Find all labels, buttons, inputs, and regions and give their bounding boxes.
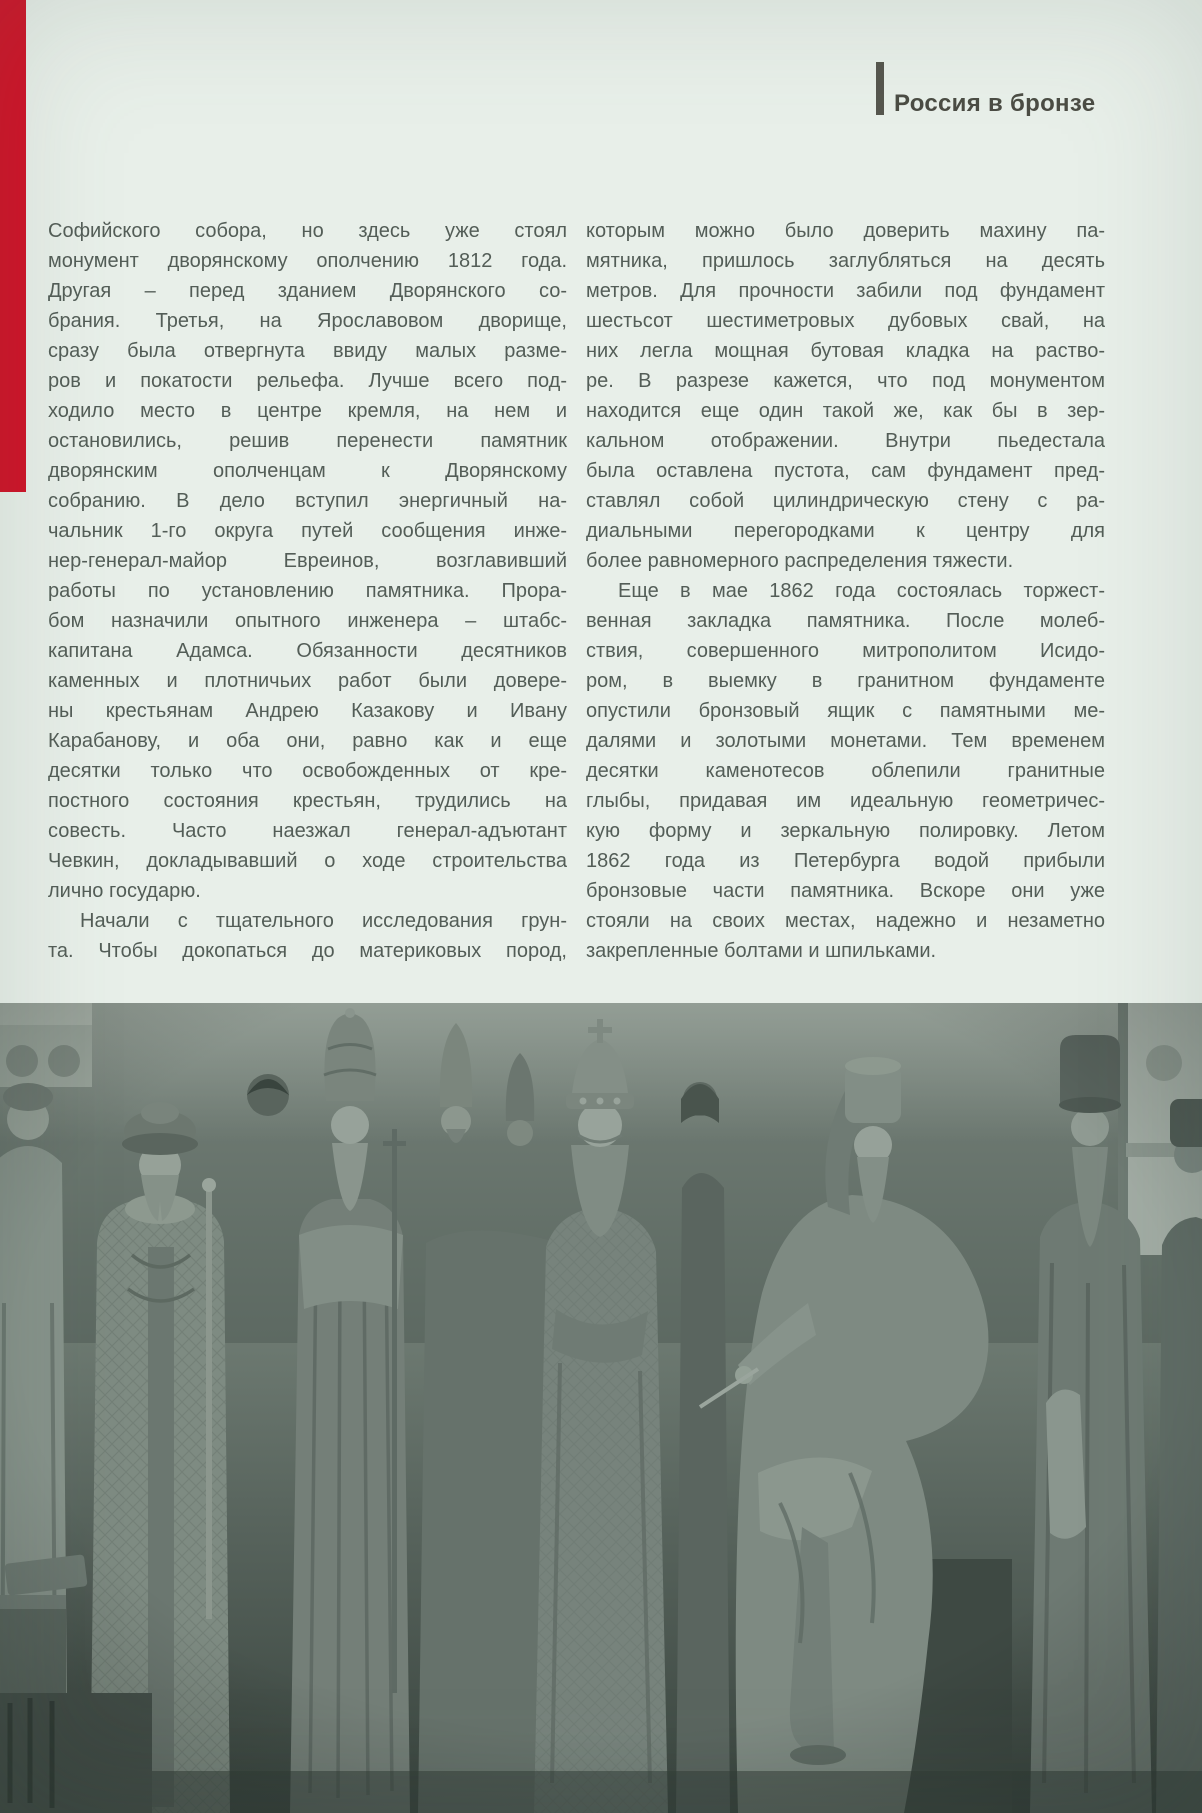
text-line: кальном отображении. Внутри пьедестала [586,430,1105,452]
text-line: кую форму и зеркальную полировку. Летом [586,820,1105,842]
bronze-relief-photo [0,1003,1202,1813]
text-line: ны крестьянам Андрею Казакову и Ивану [48,700,567,722]
text-line: которым можно было доверить махину па- [586,220,1105,242]
text-line: далями и золотыми монетами. Тем временем [586,730,1105,752]
text-line: чальник 1-го округа путей сообщения инже- [48,520,567,542]
text-line: закрепленные болтами и шпильками. [586,940,937,962]
text-line: 1862 года из Петербурга водой прибыли [586,850,1105,872]
text-line: совесть. Часто наезжал генерал-адъютант [48,820,567,842]
text-line: та. Чтобы докопаться до материковых пород, [48,940,567,962]
text-line: десятки каменотесов облепили гранитные [586,760,1105,782]
text-line: постного состояния крестьян, трудились на [48,790,567,812]
text-line: венная закладка памятника. После молеб- [586,610,1105,632]
text-line: диальными перегородками к центру для [586,520,1105,542]
text-line: шестьсот шестиметровых дубовых свай, на [586,310,1105,332]
text-line: ре. В разрезе кажется, что под монументом [586,370,1105,392]
text-line: нер-генерал-майор Евреинов, возглавивший [48,550,567,572]
text-line: десятки только что освобожденных от кре- [48,760,567,782]
text-line: капитана Адамса. Обязанности десятников [48,640,567,662]
text-line: Карабанову, и оба они, равно как и еще [48,730,567,752]
header-rule-icon [876,62,884,115]
text-line: находится еще один такой же, как бы в зер- [586,400,1105,422]
text-line: остановились, решив перенести памятник [48,430,567,452]
text-line: ставлял собой цилиндрическую стену с ра- [586,490,1105,512]
text-line: ствия, совершенного митрополитом Исидо- [586,640,1105,662]
text-line: глыбы, придавая им идеальную геометричес- [586,790,1105,812]
text-line: дворянским ополченцам к Дворянскому [48,460,567,482]
article-body [48,216,1105,966]
section-title: Россия в бронзе [894,90,1096,117]
text-line: ров и покатости рельефа. Лучше всего под- [48,370,567,392]
text-line: бом назначили опытного инженера – штабс- [48,610,567,632]
text-line: Софийского собора, но здесь уже стоял [48,220,567,242]
left-column [48,216,567,966]
text-line: работы по установлению памятника. Прора- [48,580,567,602]
text-line: ходило место в центре кремля, на нем и [48,400,567,422]
text-line: брания. Третья, на Ярославовом дворище, [48,310,567,332]
text-line: метров. Для прочности забили под фундамент [586,280,1105,302]
text-line: сразу была отвергнута ввиду малых разме- [48,340,567,362]
bronze-relief-illustration [0,1003,1202,1813]
text-line: Другая – перед зданием Дворянского со- [48,280,567,302]
text-line: более равномерного распределения тяжести. [586,550,1014,572]
text-line: опустили бронзовый ящик с памятными ме- [586,700,1105,722]
text-line: была оставлена пустота, сам фундамент пред- [586,460,1105,482]
right-column [586,216,1105,966]
text-line: бронзовые части памятника. Вскоре они уже [586,880,1105,902]
text-line: лично государю. [48,880,201,902]
text-line: ром, в выемку в гранитном фундаменте [586,670,1105,692]
text-line: собранию. В дело вступил энергичный на- [48,490,567,512]
section-color-tab [0,0,26,492]
page-header [876,62,1095,115]
text-line: Еще в мае 1862 года состоялась торжест- [618,580,1105,602]
text-line: мятника, пришлось заглубляться на десять [586,250,1105,272]
text-line: каменных и плотничьих работ были довере- [48,670,567,692]
text-line: Начали с тщательного исследования грун- [80,910,567,932]
text-line: стояли на своих местах, надежно и незаметно [586,910,1105,932]
text-line: них легла мощная бутовая кладка на раство- [586,340,1105,362]
text-line: Чевкин, докладывавший о ходе строительства [48,850,567,872]
text-line: монумент дворянскому ополчению 1812 года. [48,250,567,272]
